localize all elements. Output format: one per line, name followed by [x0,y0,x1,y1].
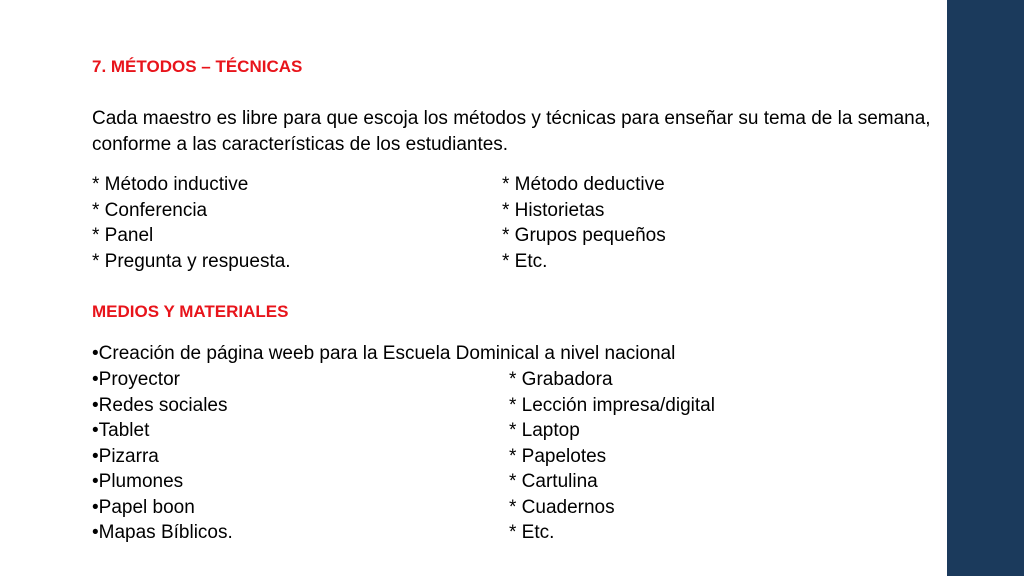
method-row-left: * Panel [92,225,154,246]
material-row-right: * Grabadora [509,369,613,390]
material-row-right: * Cartulina [509,471,598,492]
method-row-right: * Grupos pequeños [502,225,666,246]
method-row-right: * Método deductive [502,174,665,195]
material-row-left: •Papel boon [92,496,195,518]
method-row [92,172,932,198]
material-row-left: •Tablet [92,420,150,441]
method-row-left: * Conferencia [92,199,208,221]
material-row [92,418,932,444]
method-row-left: * Pregunta y respuesta. [92,250,291,272]
method-row-right: * Etc. [502,250,548,272]
materials-title: MEDIOS Y MATERIALES [92,302,289,321]
method-row [92,249,932,275]
method-row-right: * Historietas [502,199,605,221]
material-row-left: •Redes sociales [92,394,228,416]
section-title: 7. MÉTODOS – TÉCNICAS [92,57,303,76]
material-row-left: •Plumones [92,471,184,492]
material-row-right: * Cuadernos [509,496,615,518]
material-row-right: * Lección impresa/digital [509,394,715,416]
material-row [92,367,932,393]
method-row [92,223,932,249]
intro-paragraph: Cada maestro es libre para que escoja los métodos y técnicas para enseñar su tema de la semana, conforme a las características de los estudiantes. [92,108,931,155]
material-row-right: * Papelotes [509,445,607,467]
material-row-left: •Mapas Bíblicos. [92,522,233,543]
material-row-left: •Pizarra [92,445,159,467]
material-row [92,393,932,419]
method-row [92,198,932,224]
material-row [92,520,932,546]
method-row-left: * Método inductive [92,174,249,195]
material-row [92,469,932,495]
material-row [92,495,932,521]
material-row-left: •Proyector [92,369,180,390]
sidebar-decoration [947,0,1024,576]
material-row-right: * Etc. [509,522,555,543]
material-row [92,444,932,470]
material-row-right: * Laptop [509,420,580,441]
materials-intro: •Creación de página weeb para la Escuela Dominical a nivel nacional [92,343,676,364]
